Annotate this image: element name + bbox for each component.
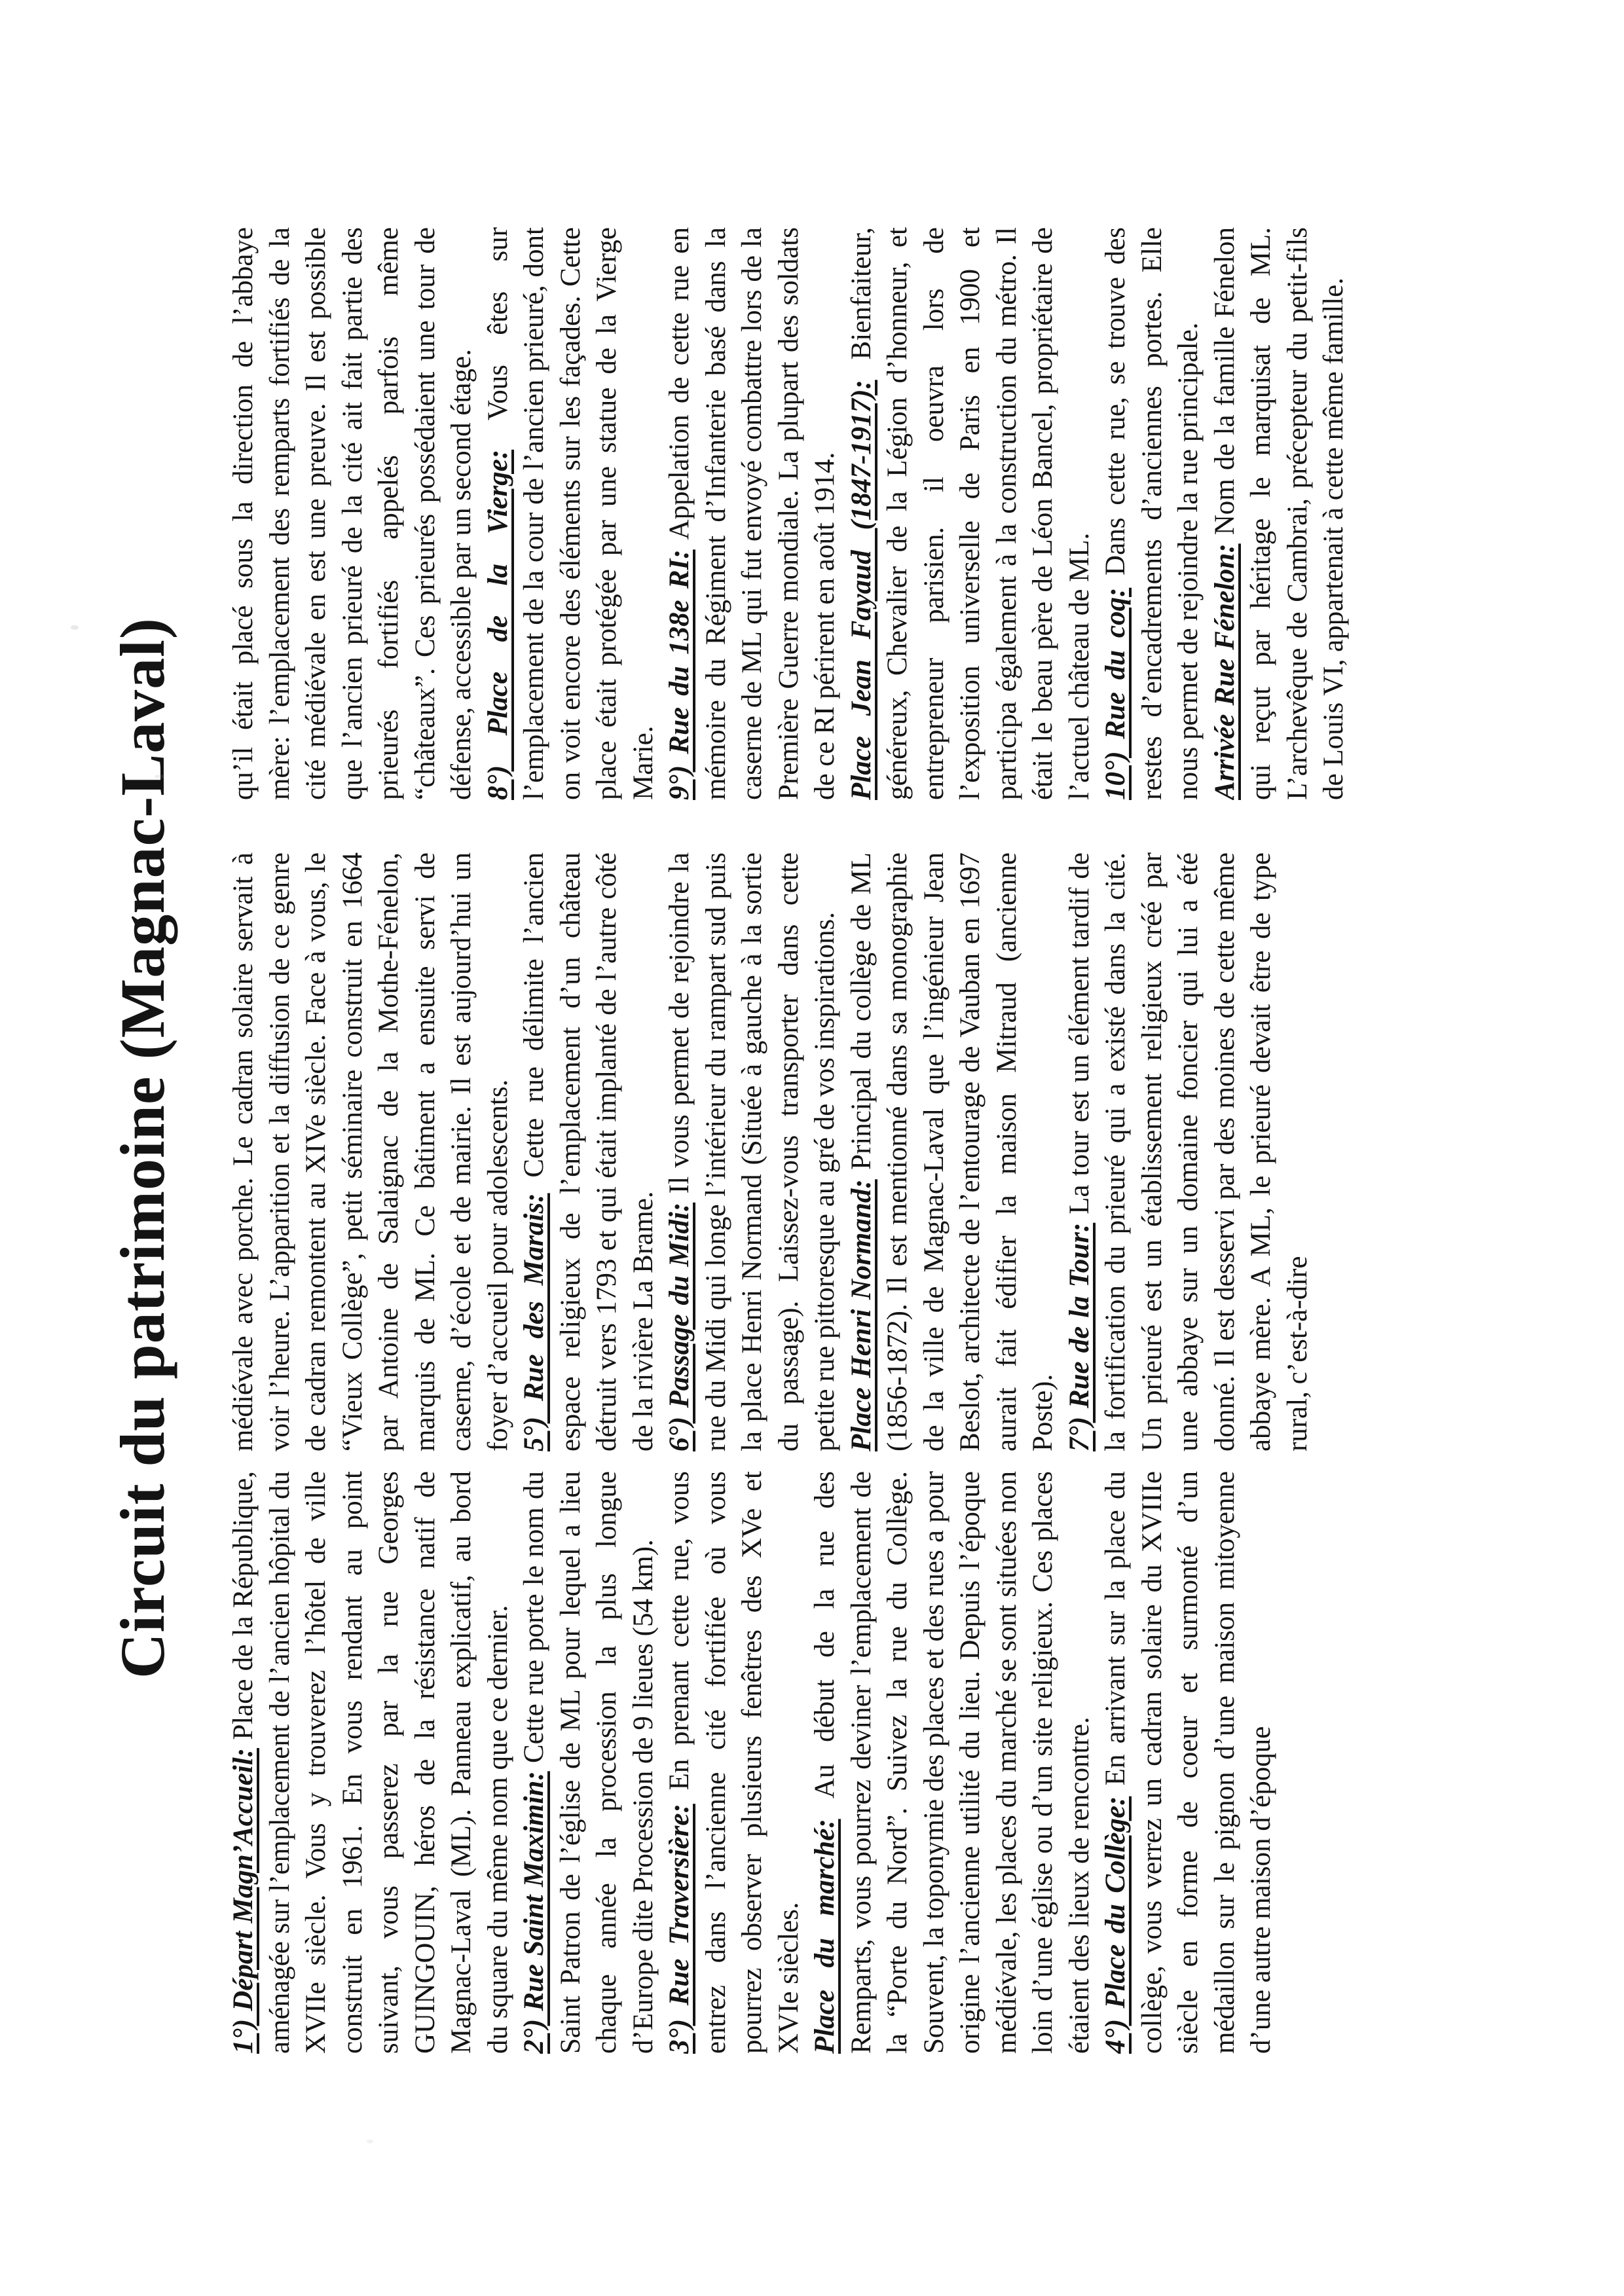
scan-speck (367, 2140, 373, 2143)
section-paragraph: qu’il était placé sous la direction de l’abbaye mère: l’emplacement des remparts fortifiés de la cité médiévale en est une preuve. Il est possible que l’ancien prieuré de la cité ait fait partie des prieurés fortifiés appelés parfois même “châteaux”. Ces prieurés possédaient une tour de défense, accessible par un second étage. (228, 227, 477, 800)
section-paragraph: 7°) Rue de la Tour: La tour est un élément tardif de la fortification du prieuré qui a existé dans la cité. Un prieuré est un établissement religieux créé par une abbaye sur un domaine foncier qui lui a été donné. Il est desservi par des moines de cette même abbaye mère. A ML, le prieuré devait être de type rural, c’est-à-dire (1063, 852, 1313, 1451)
text-column-2 (225, 852, 1404, 1451)
section-paragraph: 9°) Rue du 138e RI: Appelation de cette rue en mémoire du Régiment d’Infanterie basé dans la caserne de ML qui fut envoyé combattre lors de la Première Guerre mondiale. La plupart des soldats de ce RI périrent en août 1914. (664, 227, 840, 800)
section-paragraph: 10°) Rue du coq: Dans cette rue, se trouve des restes d’encadrements d’anciennes portes. Elle nous permet de rejoindre la rue principale. (1100, 227, 1204, 800)
section-heading: 4°) Place du Collège: (1100, 1796, 1131, 2054)
section-paragraph: Place Henri Normand: Principal du collège de ML (1856-1872). Il est mentionné dans sa monographie de la ville de Magnac-Laval que l’ingénieur Jean Beslot, architecte de l’entourage de Vauban en 1697 aurait fait édifier la maison Mitraud (ancienne Poste). (845, 852, 1058, 1451)
section-heading: 10°) Rue du coq: (1100, 587, 1131, 800)
section-heading: Place Henri Normand: (845, 1179, 877, 1451)
scan-speck (155, 774, 165, 778)
section-paragraph: 6°) Passage du Midi: Il vous permet de rejoindre la rue du Midi qui longe l’intérieur du rampart sud puis la place Henri Normand (Située à gauche à la sortie du passage). Laissez-vous transporter dans cette petite rue pittoresque au gré de vos inspirations. (664, 852, 840, 1451)
document-title: Circuit du patrimoine (Magnac-Laval) (107, 617, 177, 1679)
section-heading: 1°) Départ Magn’Accueil: (228, 1748, 259, 2054)
section-heading: 9°) Rue du 138e RI: (664, 549, 695, 800)
section-paragraph: 2°) Rue Saint Maximin: Cette rue porte le nom du Saint Patron de l’église de ML pour lequel a lieu chaque année la procession la plus longue d’Europe dite Procession de 9 lieues (54 km). (519, 1471, 659, 2054)
section-paragraph: 8°) Place de la Vierge: Vous êtes sur l’emplacement de la cour de l’ancien prieuré, dont on voit encore des éléments sur les façades. Cette place était protégée par une statue de la Vierge Marie. (482, 227, 659, 800)
text-column-1 (225, 1471, 1404, 2054)
text-column-3 (225, 227, 1404, 800)
section-paragraph: 1°) Départ Magn’Accueil: Place de la République, aménagée sur l’emplacement de l’ancien hôpital du XVIIe siècle. Vous y trouverez l’hôtel de ville construit en 1961. En vous rendant au point suivant, vous passerez par la rue Georges GUINGOUIN, héros de la résistance natif de Magnac-Laval (ML). Panneau explicatif, au bord du square du même nom que ce dernier. (228, 1471, 513, 2054)
section-paragraph: 5°) Rue des Marais: Cette rue délimite l’ancien espace religieux de l’emplacement d’un château détruit vers 1793 et qui était implanté de l’autre côté de la rivière La Brame. (519, 852, 659, 1451)
section-paragraph: 4°) Place du Collège: En arrivant sur la place du collège, vous verrez un cadran solaire du XVIIIe siècle en forme de coeur et surmonté d’un médaillon sur le pignon d’une maison mitoyenne d’une autre maison d’époque (1100, 1471, 1276, 2054)
section-paragraph: Arrivée Rue Fénelon: Nom de la famille Fénelon qui reçut par héritage le marquisat de ML. L’archevêque de Cambrai, précepteur du petit-fils de Louis VI, appartenait à cette même famille. (1209, 227, 1349, 800)
section-paragraph: médiévale avec porche. Le cadran solaire servait à voir l’heure. L’apparition et la diffusion de ce genre de cadran remontent au XIVe siècle. Face à vous, le “Vieux Collège”, petit séminaire construit en 1664 par Antoine de Salaignac de la Mothe-Fénelon, marquis de ML. Ce bâtiment a ensuite servi de caserne, d’école et de mairie. Il est aujourd’hui un foyer d’accueil pour adolescents. (228, 852, 513, 1451)
section-heading: Place Jean Fayaud (1847-1917): (845, 380, 877, 800)
section-heading: 2°) Rue Saint Maximin: (519, 1771, 549, 2054)
section-heading: 8°) Place de la Vierge: (482, 449, 513, 800)
section-paragraph: Place du marché: Au début de la rue des Remparts, vous pourrez deviner l’emplacement de la “Porte du Nord”. Suivez la rue du Collège. Souvent, la toponymie des places et des rues a pour origine l’ancienne utilité du lieu. Depuis l’époque médiévale, les places du marché se sont situées non loin d’une église ou d’un site religieux. Ces places étaient des lieux de rencontre. (809, 1471, 1095, 2054)
section-paragraph: 3°) Rue Traversière: En prenant cette rue, vous entrez dans l’ancienne cité fortifiée où vous pourrez observer plusieurs fenêtres des XVe et XVIe siècles. (664, 1471, 804, 2054)
section-heading: Place du marché: (809, 1819, 840, 2054)
section-paragraph: Place Jean Fayaud (1847-1917): Bienfaiteur, généreux, Chevalier de la Légion d’honneur, et entrepreneur parisien. il oeuvra lors de l’exposition universelle de Paris en 1900 et participa également à la construction du métro. Il était le beau père de Léon Bancel, propriétaire de l’actuel château de ML. (845, 227, 1095, 800)
section-heading: 5°) Rue des Marais: (519, 1193, 549, 1451)
section-heading: 7°) Rue de la Tour: (1063, 1222, 1095, 1451)
text-columns (225, 226, 1404, 2054)
section-heading: 3°) Rue Traversière: (664, 1804, 695, 2054)
scan-speck (71, 625, 79, 630)
section-heading: 6°) Passage du Midi: (664, 1202, 695, 1451)
section-heading: Arrivée Rue Fénelon: (1209, 543, 1240, 800)
